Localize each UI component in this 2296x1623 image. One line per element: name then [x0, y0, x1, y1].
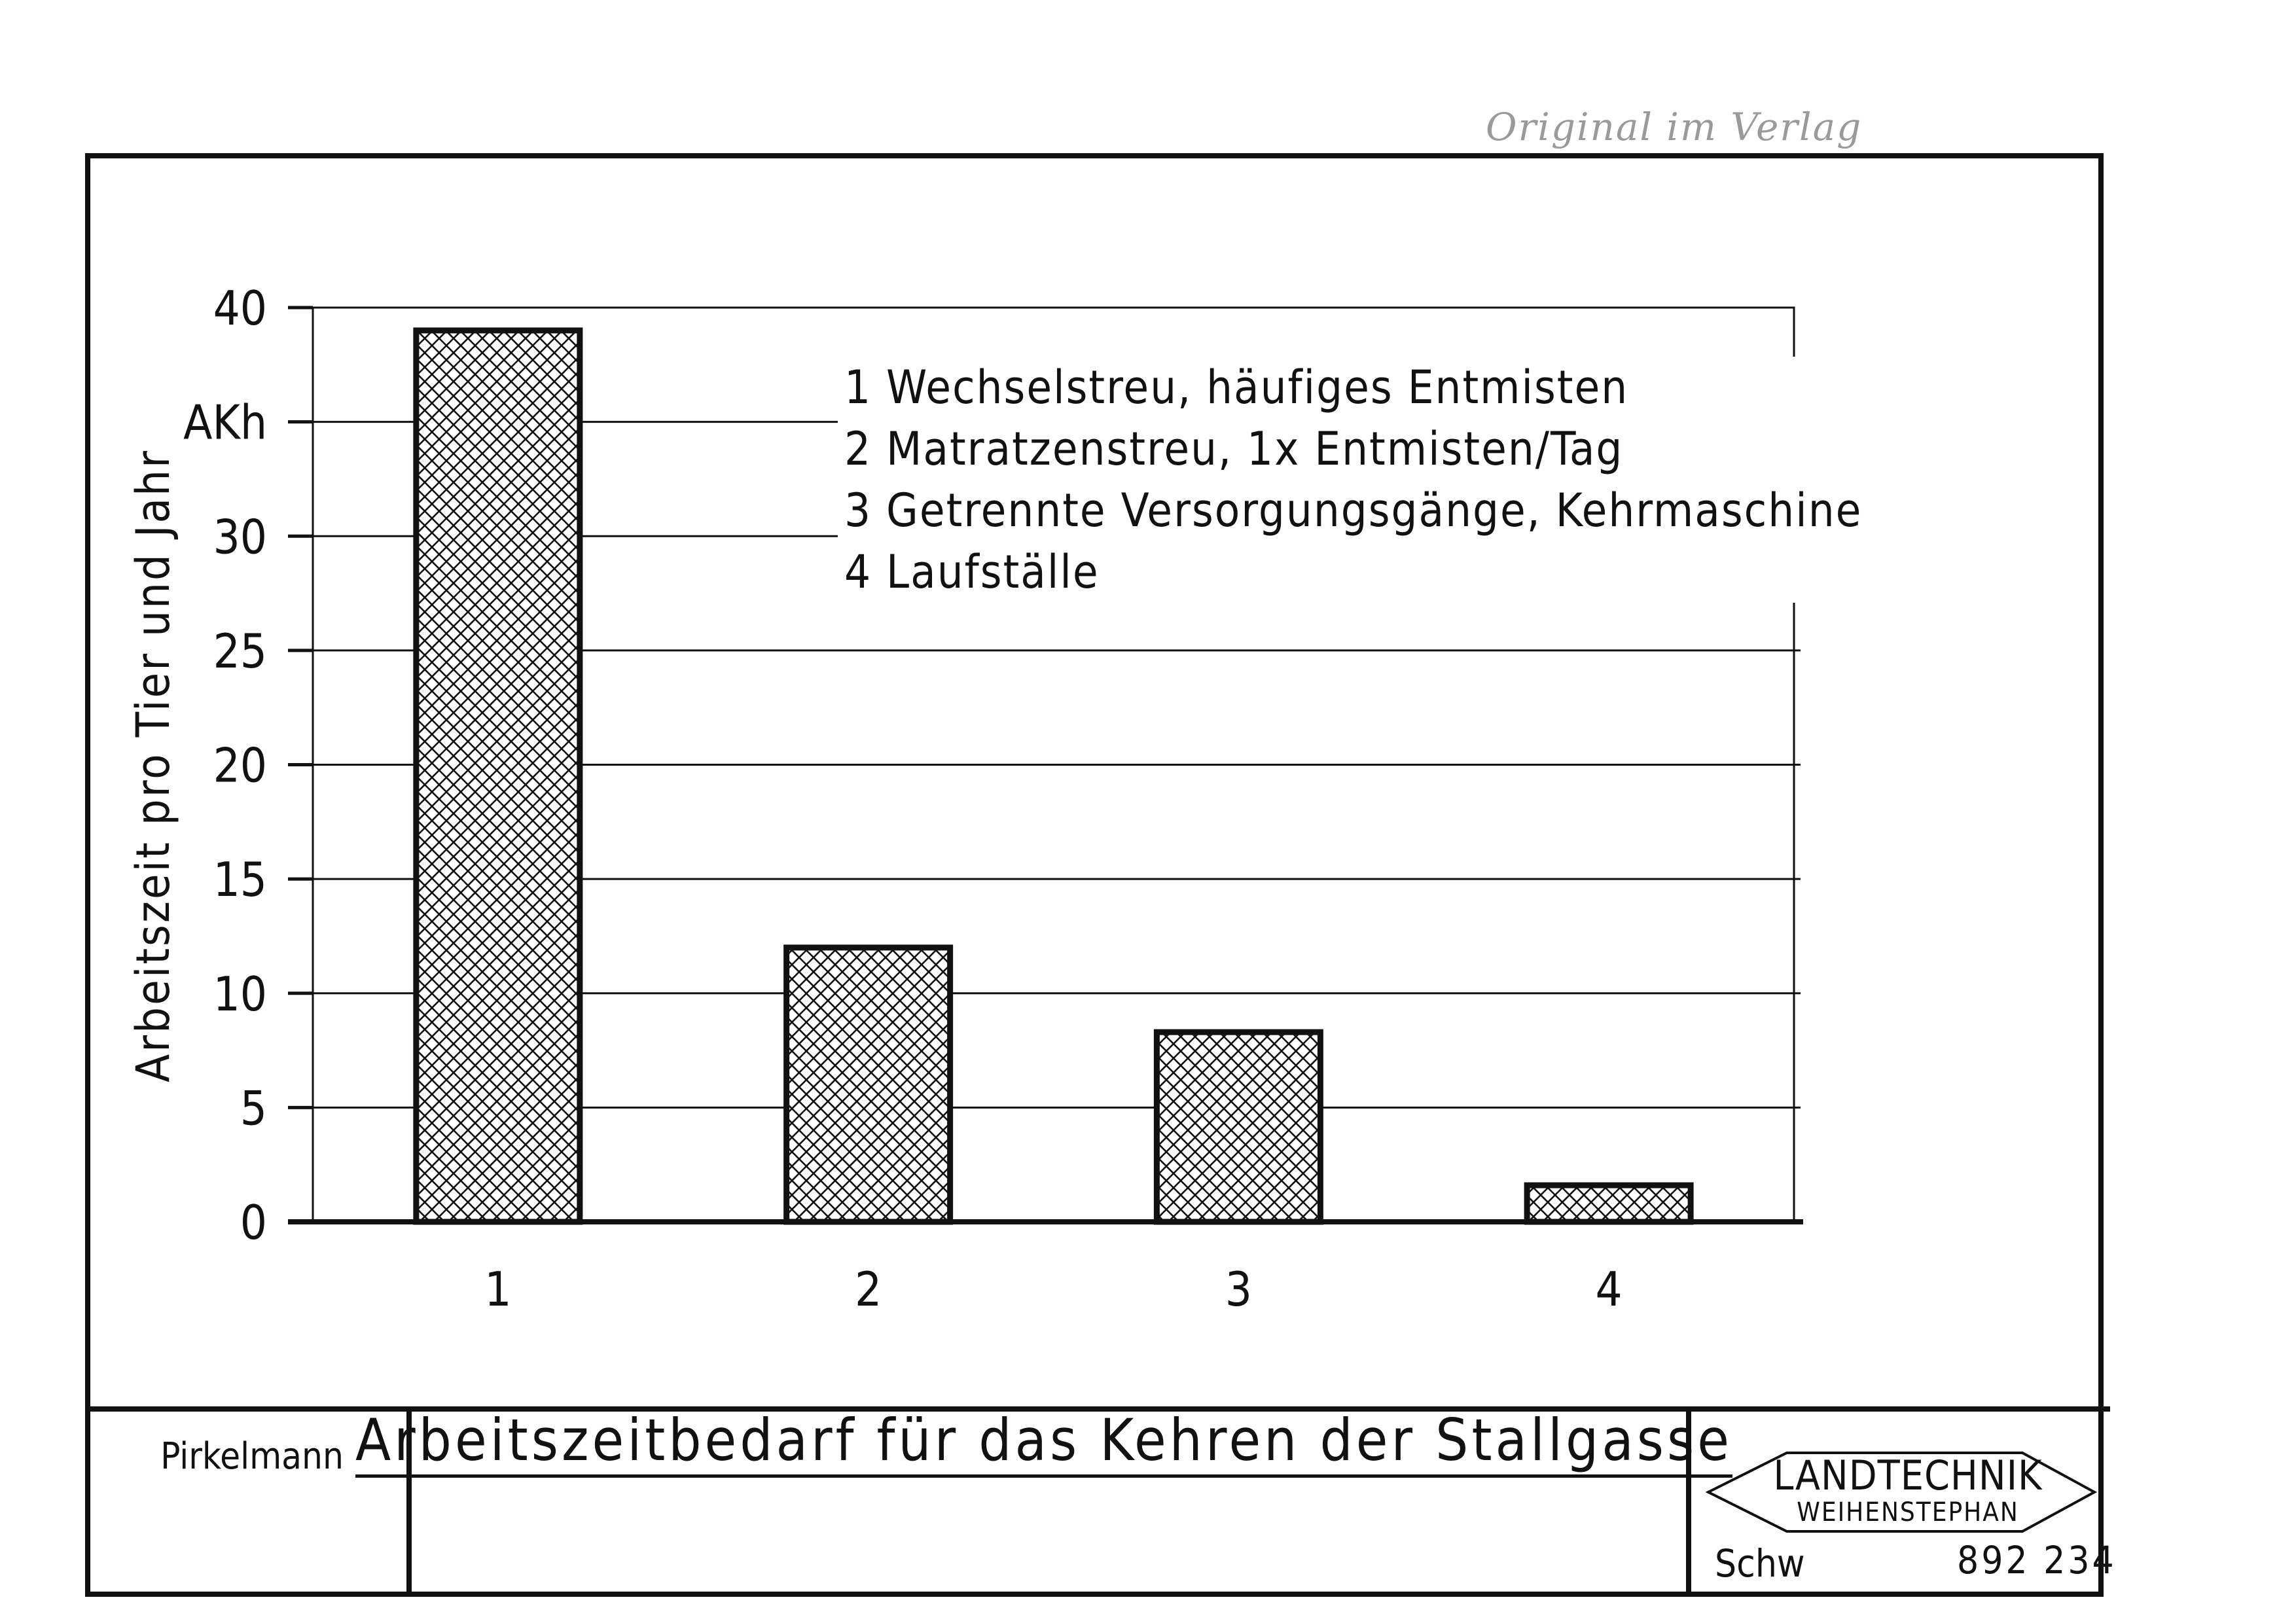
chart-legend — [838, 357, 1869, 603]
legend-item: 1 Wechselstreu, häufiges Entmisten — [844, 361, 1629, 414]
y-tick-label: 20 — [213, 738, 267, 793]
y-tick-label: 25 — [213, 623, 267, 679]
bar — [787, 948, 950, 1222]
logo-text: LANDTECHNIK — [1773, 1452, 2043, 1499]
x-tick-label: 1 — [484, 1262, 512, 1317]
drafter-code: Schw — [1715, 1541, 1805, 1586]
x-tick-label: 4 — [1595, 1262, 1623, 1317]
logo-subtext: WEIHENSTEPHAN — [1797, 1497, 2019, 1527]
bar — [416, 330, 580, 1222]
x-axis — [288, 1222, 1803, 1317]
y-tick-label: 30 — [213, 509, 267, 565]
y-axis-label: Arbeitszeit pro Tier und Jahr — [126, 449, 180, 1082]
bar — [1527, 1185, 1691, 1222]
handwritten-note: Original im Verlag — [1486, 105, 1863, 149]
y-axis — [183, 281, 313, 1250]
legend-item: 3 Getrennte Versorgungsgänge, Kehrmaschine — [844, 484, 1863, 537]
y-tick-label: 0 — [240, 1195, 267, 1250]
author-name: Pirkelmann — [160, 1435, 344, 1478]
y-tick-label: 10 — [213, 966, 267, 1022]
legend-item: 2 Matratzenstreu, 1x Entmisten/Tag — [844, 422, 1624, 476]
y-tick-label: 40 — [213, 281, 267, 336]
bar — [1157, 1032, 1320, 1222]
legend-item: 4 Laufställe — [844, 545, 1100, 599]
drawing-number: 892 234 — [1957, 1538, 2117, 1582]
y-tick-label: 15 — [213, 852, 267, 908]
x-tick-label: 3 — [1225, 1262, 1252, 1317]
y-tick-label: 5 — [240, 1080, 267, 1136]
x-tick-label: 2 — [855, 1262, 882, 1317]
page-title: Arbeitszeitbedarf für das Kehren der Stallgasse — [355, 1406, 1732, 1474]
y-tick-label: AKh — [183, 395, 267, 450]
